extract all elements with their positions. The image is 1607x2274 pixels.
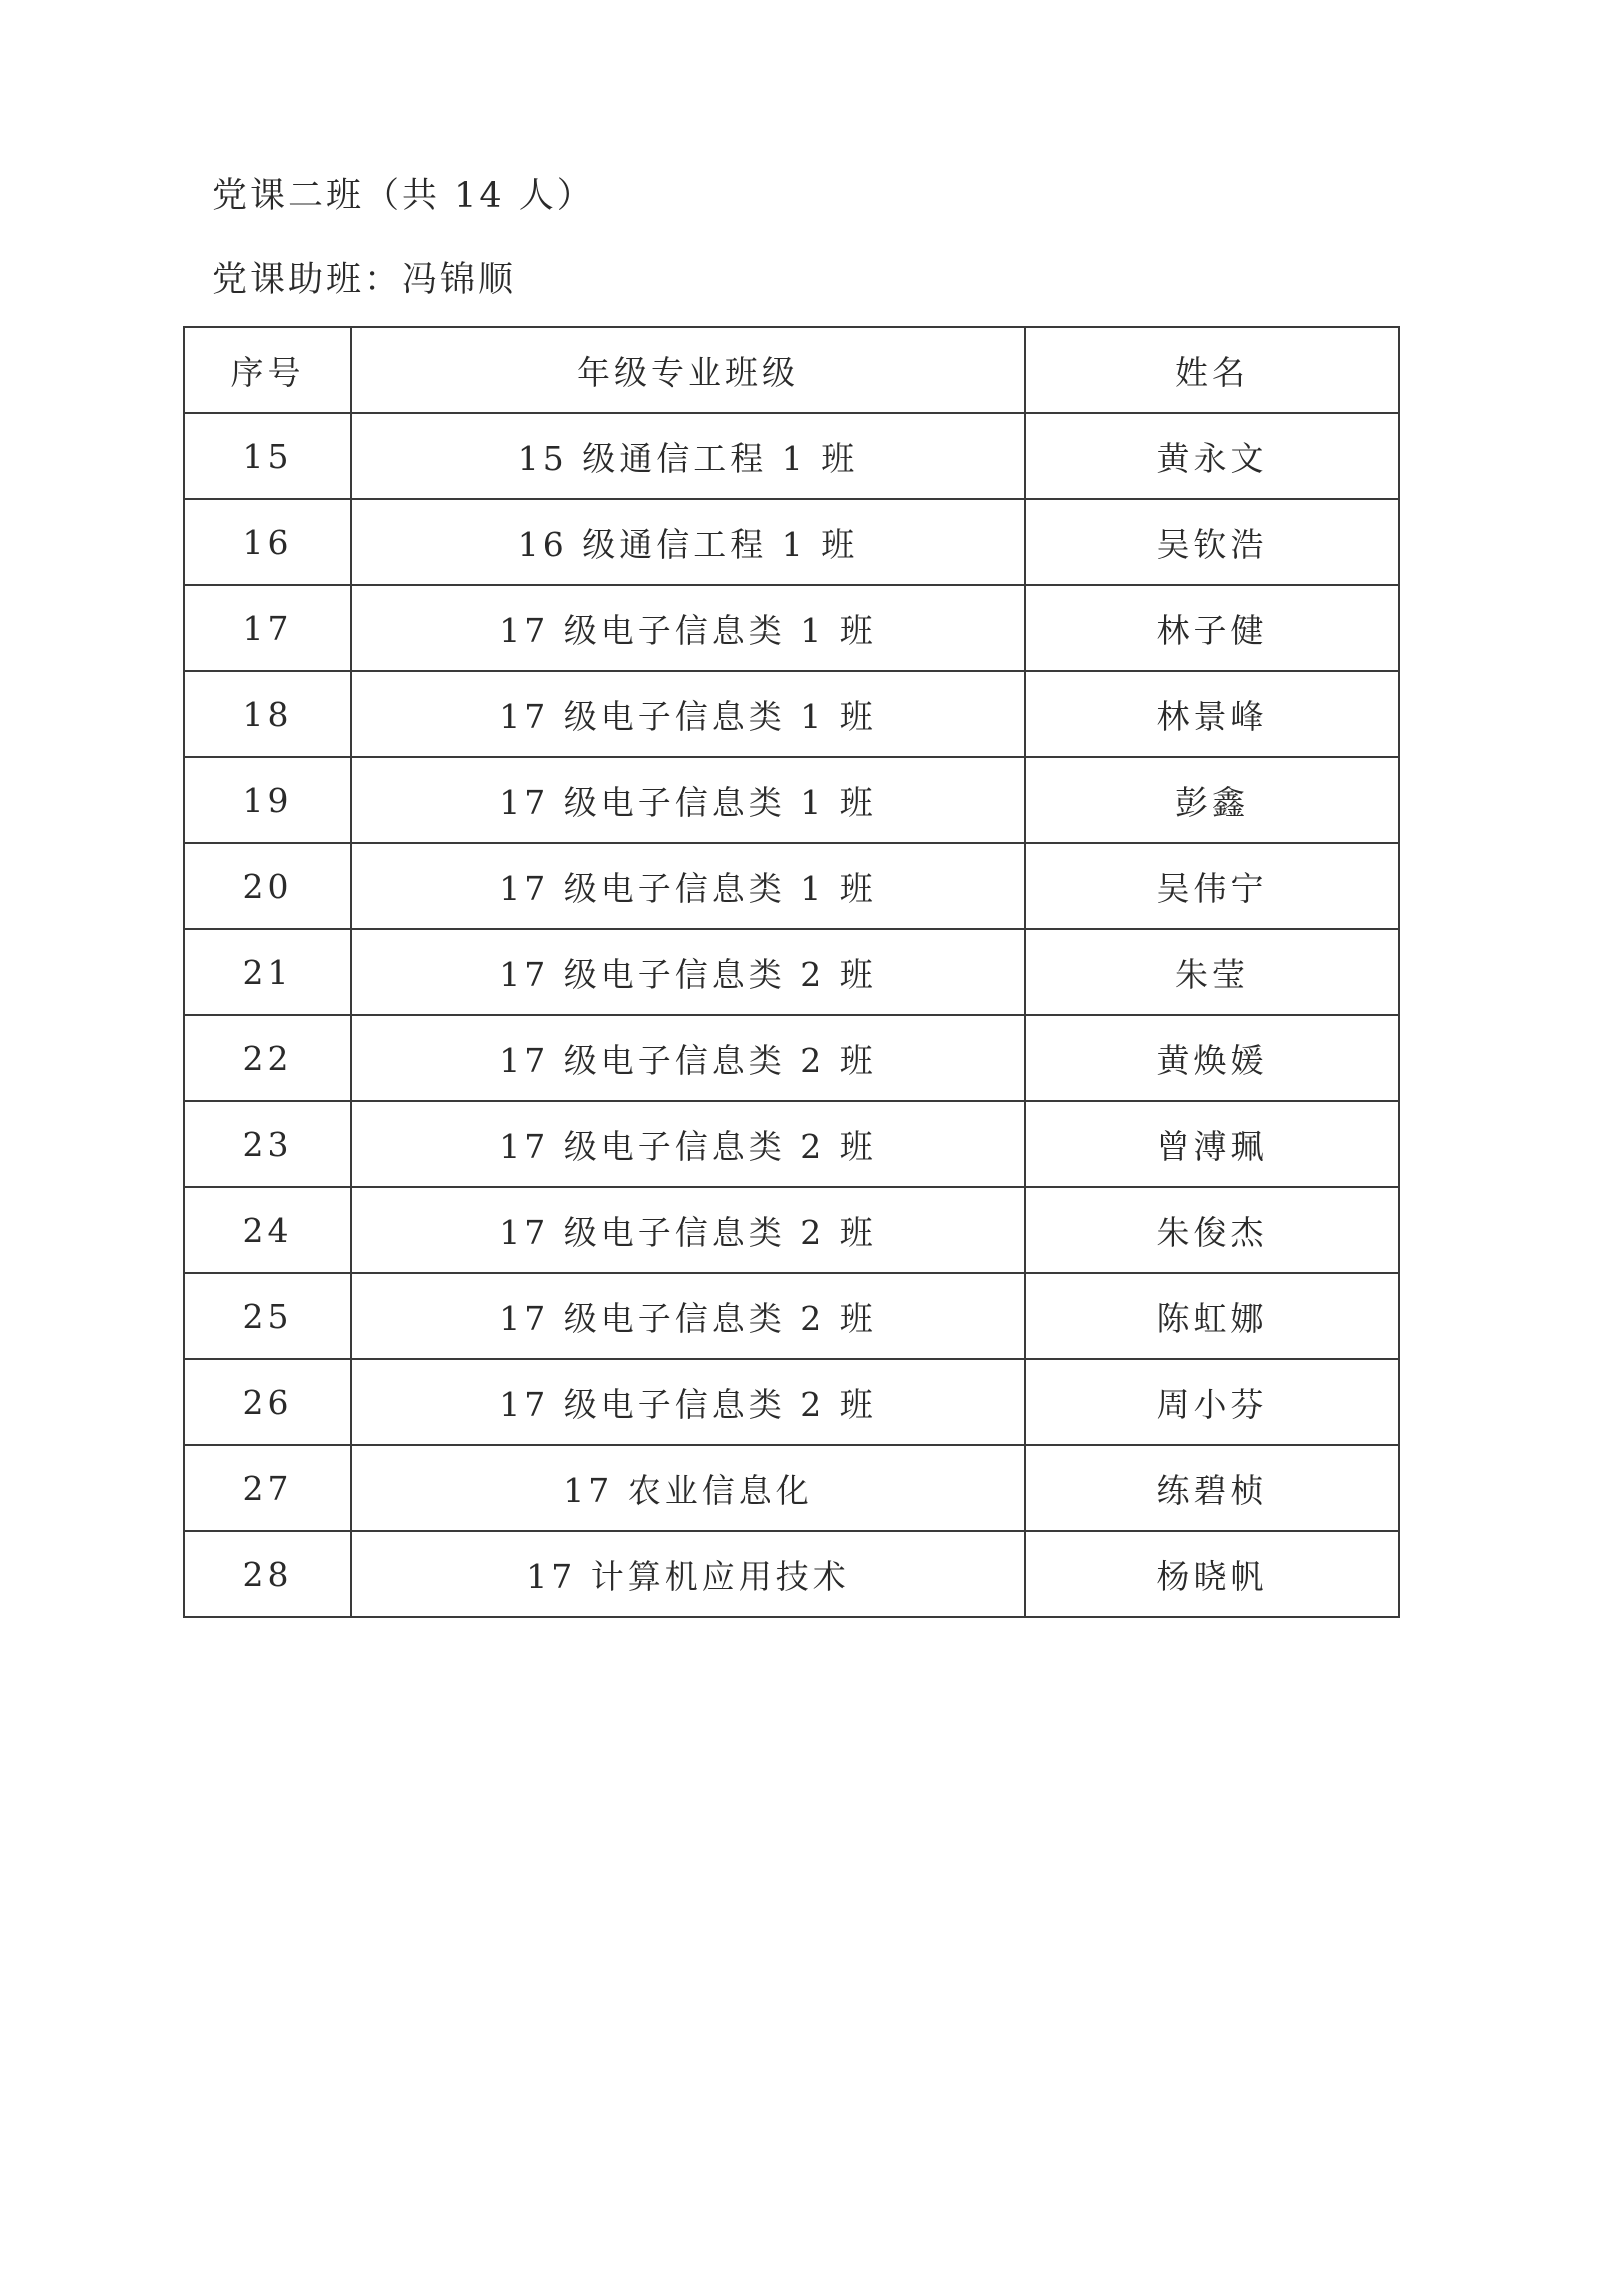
table-header-row (184, 327, 1399, 413)
cell-seq: 18 (184, 671, 351, 757)
cell-name: 吴伟宁 (1025, 843, 1399, 929)
table-row (184, 1359, 1399, 1445)
table-row (184, 843, 1399, 929)
table-row (184, 1101, 1399, 1187)
cell-class: 17 级电子信息类 2 班 (351, 929, 1025, 1015)
cell-class: 17 级电子信息类 1 班 (351, 585, 1025, 671)
cell-seq: 28 (184, 1531, 351, 1617)
assistant-line: 党课助班：冯锦顺 (212, 260, 517, 300)
table-row (184, 585, 1399, 671)
cell-name: 林子健 (1025, 585, 1399, 671)
table-row (184, 1015, 1399, 1101)
cell-seq: 17 (184, 585, 351, 671)
cell-class: 17 级电子信息类 1 班 (351, 671, 1025, 757)
cell-name: 杨晓帆 (1025, 1531, 1399, 1617)
cell-seq: 15 (184, 413, 351, 499)
header-class: 年级专业班级 (351, 327, 1025, 413)
cell-class: 17 农业信息化 (351, 1445, 1025, 1531)
cell-seq: 19 (184, 757, 351, 843)
cell-class: 16 级通信工程 1 班 (351, 499, 1025, 585)
cell-name: 练碧桢 (1025, 1445, 1399, 1531)
cell-seq: 25 (184, 1273, 351, 1359)
cell-seq: 24 (184, 1187, 351, 1273)
roster-table (183, 326, 1400, 1618)
cell-seq: 26 (184, 1359, 351, 1445)
cell-class: 17 级电子信息类 1 班 (351, 843, 1025, 929)
cell-class: 17 级电子信息类 2 班 (351, 1101, 1025, 1187)
cell-name: 朱莹 (1025, 929, 1399, 1015)
table-row (184, 499, 1399, 585)
cell-seq: 22 (184, 1015, 351, 1101)
table-row (184, 929, 1399, 1015)
table-row (184, 1187, 1399, 1273)
cell-name: 黄永文 (1025, 413, 1399, 499)
cell-class: 17 级电子信息类 1 班 (351, 757, 1025, 843)
cell-seq: 21 (184, 929, 351, 1015)
page-title: 党课二班（共 14 人） (212, 176, 595, 216)
cell-seq: 23 (184, 1101, 351, 1187)
cell-class: 17 级电子信息类 2 班 (351, 1015, 1025, 1101)
cell-seq: 16 (184, 499, 351, 585)
cell-name: 林景峰 (1025, 671, 1399, 757)
header-seq: 序号 (184, 327, 351, 413)
cell-class: 17 级电子信息类 2 班 (351, 1273, 1025, 1359)
cell-class: 17 级电子信息类 2 班 (351, 1359, 1025, 1445)
table-row (184, 1531, 1399, 1617)
table-row (184, 1273, 1399, 1359)
cell-name: 彭鑫 (1025, 757, 1399, 843)
header-name: 姓名 (1025, 327, 1399, 413)
cell-name: 吴钦浩 (1025, 499, 1399, 585)
cell-class: 17 级电子信息类 2 班 (351, 1187, 1025, 1273)
cell-name: 陈虹娜 (1025, 1273, 1399, 1359)
cell-name: 黄焕媛 (1025, 1015, 1399, 1101)
cell-class: 15 级通信工程 1 班 (351, 413, 1025, 499)
table-row (184, 1445, 1399, 1531)
cell-seq: 20 (184, 843, 351, 929)
cell-name: 朱俊杰 (1025, 1187, 1399, 1273)
table-row (184, 757, 1399, 843)
table-row (184, 413, 1399, 499)
cell-name: 周小芬 (1025, 1359, 1399, 1445)
cell-name: 曾溥珮 (1025, 1101, 1399, 1187)
cell-class: 17 计算机应用技术 (351, 1531, 1025, 1617)
cell-seq: 27 (184, 1445, 351, 1531)
table-row (184, 671, 1399, 757)
